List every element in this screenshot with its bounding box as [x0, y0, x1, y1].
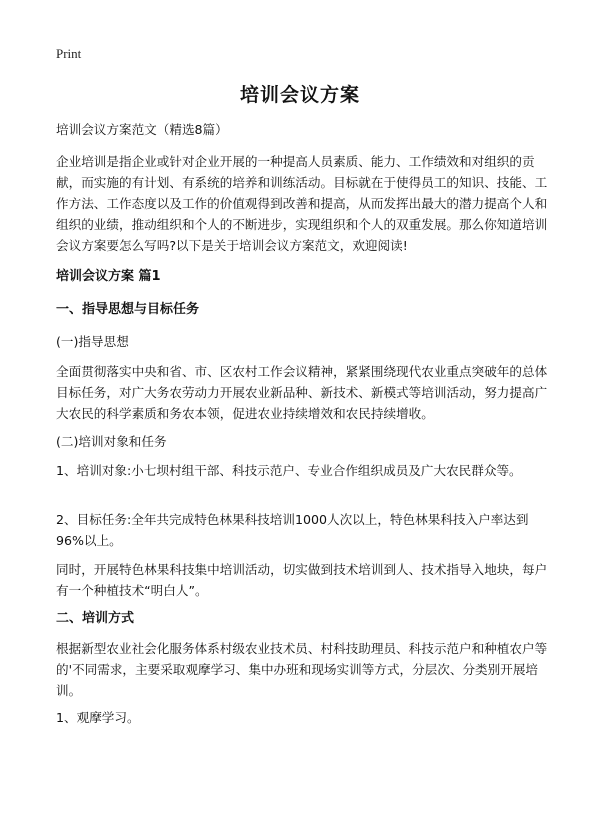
- section-heading-2: 二、培训方式: [56, 611, 135, 626]
- section-heading-1: 一、指导思想与目标任务: [56, 302, 200, 317]
- intro-paragraph: 企业培训是指企业或针对企业开展的一种提高人员素质、能力、工作绩效和对组织的贡献，而实施的有计划、有系统的培养和训练活动。目标就在于使得员工的知识、技能、工作方法、工作态度以及工作的价值观得到改善和提高，从而发挥出最大的潜力提高个人和组织的业绩，推动组织和个人的不断进步，实现组织和个人的双重发展。那么你知道培训会议方案要怎么写吗?以下是关于培训会议方案范文，欢迎阅读!: [56, 154, 548, 253]
- list-item: 1、观摩学习。: [56, 710, 140, 725]
- list-item: 2、目标任务:全年共完成特色林果科技培训1000人次以上，特色林果科技入户率达到96%以上。: [56, 512, 529, 548]
- print-link[interactable]: Print: [56, 46, 82, 61]
- paragraph-training-methods: 根据新型农业社会化服务体系村级农业技术员、村科技助理员、科技示范户和种植农户等的'不同需求，主要采取观摩学习、集中办班和现场实训等方式，分层次、分类别开展培训。: [56, 641, 548, 698]
- subsection-heading-1: (一)指导思想: [56, 334, 129, 349]
- document-subtitle: 培训会议方案范文（精选8篇）: [56, 122, 228, 137]
- subsection-heading-2: (二)培训对象和任务: [56, 434, 167, 449]
- page-title: 培训会议方案: [239, 84, 360, 106]
- list-item: 1、培训对象:小七坝村组干部、科技示范户、专业合作组织成员及广大农民群众等。: [56, 463, 522, 478]
- article-heading: 培训会议方案 篇1: [56, 269, 161, 284]
- paragraph-guiding-ideology: 全面贯彻落实中央和省、市、区农村工作会议精神，紧紧围绕现代农业重点突破年的总体目标任务，对广大务农劳动力开展农业新品种、新技术、新模式等培训活动，努力提高广大农民的科学素质和务农本领，促进农业持续增效和农民持续增收。: [56, 364, 548, 421]
- paragraph-training-activities: 同时，开展特色林果科技集中培训活动，切实做到技术培训到人、技术指导入地块，每户有一个种植技术“明白人”。: [56, 562, 548, 598]
